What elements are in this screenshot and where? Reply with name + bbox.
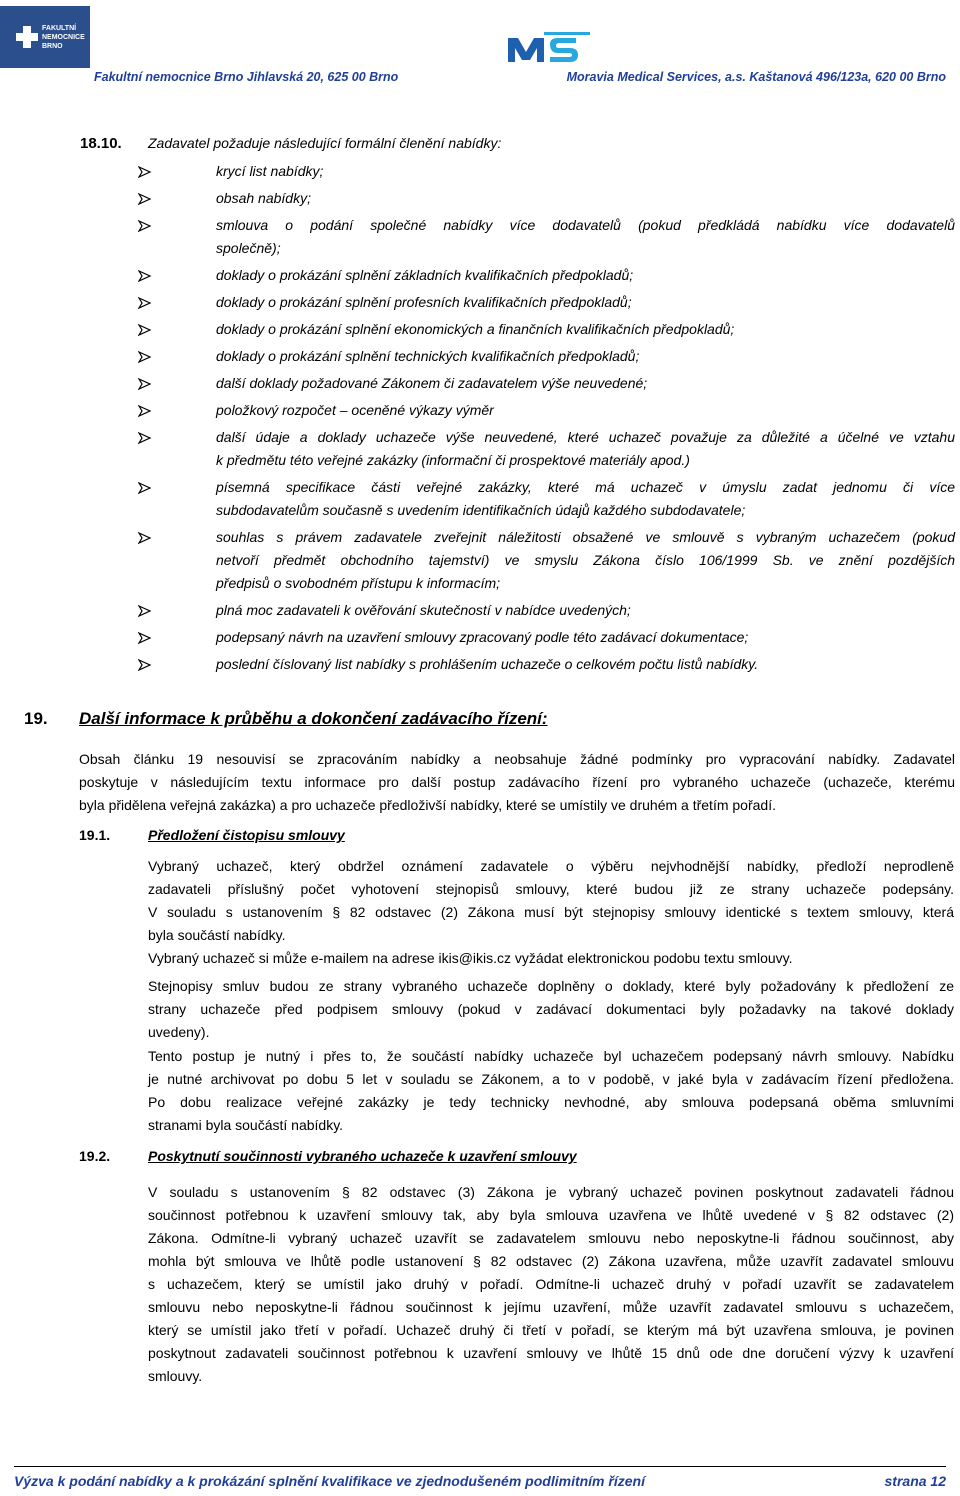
- para-line: smlouvu nebo neposkytne-li řádnou součinnost k jejímu uzavření, může uzavřít zadavatel smlouvu s uchazečem,: [148, 1299, 954, 1315]
- list-item: položkový rozpočet – oceněné výkazy výměr: [216, 402, 494, 418]
- section-number: 18.10.: [80, 135, 122, 152]
- list-item: k předmětu této veřejné zakázky (informační či prospektové materiály apod.): [216, 452, 690, 468]
- bullet-arrow-icon: [138, 605, 152, 617]
- list-item: doklady o prokázání splnění ekonomických a finančních kvalifikačních předpokladů;: [216, 321, 735, 337]
- list-item: souhlas s právem zadavatele zveřejnit náležitosti obsažené ve smlouvě s vybraným uchazečem (pokud: [216, 529, 955, 545]
- bullet-arrow-icon: [138, 632, 152, 644]
- para-line: poskytnout zadavateli součinnost potřebnou k uzavření smlouvy ve lhůtě 15 dnů ode dne doručení výzvy k uzavření: [148, 1345, 954, 1361]
- section-19-1-title: Předložení čistopisu smlouvy: [148, 827, 345, 843]
- list-item: netvoří předmět obchodního tajemství) ve smyslu Zákona číslo 106/1999 Sb. ve znění pozdějších: [216, 552, 955, 568]
- section-intro: Zadavatel požaduje následující formální členění nabídky:: [148, 135, 502, 151]
- fn-brno-logo-text: FAKULTNÍ NEMOCNICE BRNO: [42, 25, 85, 50]
- para-line: zadavateli příslušný počet vyhotovení stejnopisů smlouvy, které budou již ze strany uchazeče podepsány.: [148, 881, 954, 897]
- para-line: součinnost potřebnou k uzavření smlouvy tak, aby byla smlouva uzavřena ve lhůtě uvedené v § 82 odstavec (2): [148, 1207, 954, 1223]
- para-line: poskytuje v následujícím textu informace pro další postup zadávacího řízení pro vybraného uchazeče (uchazeče, kterému: [79, 774, 955, 790]
- section-19-title: Další informace k průběhu a dokončení zadávacího řízení:: [79, 709, 548, 728]
- list-item: doklady o prokázání splnění technických kvalifikačních předpokladů;: [216, 348, 640, 364]
- para-line: stranami byla součástí nabídky.: [148, 1117, 344, 1133]
- list-item: smlouva o podání společné nabídky více dodavatelů (pokud předkládá nabídku více dodavatelů: [216, 217, 955, 233]
- list-item: doklady o prokázání splnění základních kvalifikačních předpokladů;: [216, 267, 634, 283]
- para-line: V souladu s ustanovením § 82 odstavec (3) Zákona je vybraný uchazeč povinen poskytnout zadavateli řádnou: [148, 1184, 954, 1200]
- section-19-2-number: 19.2.: [79, 1148, 111, 1164]
- para-line: Zákona. Odmítne-li vybraný uchazeč uzavřít se zadavatelem smlouvu nebo neposkytne-li řádnou součinnost, aby: [148, 1230, 954, 1246]
- footer-page-number: strana 12: [884, 1473, 946, 1489]
- footer-divider: [14, 1466, 946, 1467]
- para-line: Po dobu realizace veřejné zakázky je tedy technicky nevhodné, aby smlouva podepsaná oběma smluvními: [148, 1094, 954, 1110]
- section-19-1-paragraph-2: [148, 947, 954, 970]
- left-address: Fakultní nemocnice Brno Jihlavská 20, 625 00 Brno: [94, 70, 399, 84]
- section-19-2-title: Poskytnutí součinnosti vybraného uchazeče k uzavření smlouvy: [148, 1148, 577, 1164]
- para-line: s uchazečem, který se umístil jako druhý v pořadí. Odmítne-li uchazeč druhý v pořadí uzavřít se zadavatelem: [148, 1276, 954, 1292]
- bullet-arrow-icon: [138, 351, 152, 363]
- para-line: smlouvy.: [148, 1368, 203, 1384]
- para-line: uvedeny).: [148, 1024, 210, 1040]
- footer-title: Výzva k podání nabídky a k prokázání splnění kvalifikace ve zjednodušeném podlimitním řízení: [14, 1473, 645, 1489]
- section-19-1-paragraph-3: [148, 975, 954, 1044]
- bullet-arrow-icon: [138, 193, 152, 205]
- para-line: je nutné archivovat po dobu 5 let v souladu se Zákonem, a to v podobě, v jaké byla v zadávacím řízení předložena.: [148, 1071, 954, 1087]
- para-line: V souladu s ustanovením § 82 odstavec (2) Zákona musí být stejnopisy smlouvy identické s textem smlouvy, která: [148, 904, 954, 920]
- section-19-1-paragraph-4: [148, 1045, 954, 1137]
- list-item: společně);: [216, 240, 281, 256]
- para-line: Tento postup je nutný i přes to, že součástí nabídky uchazeče byl uchazečem podepsaný návrh smlouvy. Nabídku: [148, 1048, 954, 1064]
- list-item: další údaje a doklady uchazeče výše neuvedené, které uchazeč považuje za důležité a účelné ve vztahu: [216, 429, 955, 445]
- para-line: který se umístil jako třetí v pořadí. Uchazeč druhý či třetí v pořadí, se kterým má být uzavřena smlouva, je povinen: [148, 1322, 954, 1338]
- para-line: Vybraný uchazeč, který obdržel oznámení zadavatele o výběru nejvhodnější nabídky, předloží neprodleně: [148, 858, 954, 874]
- list-item: obsah nabídky;: [216, 190, 311, 206]
- bullet-arrow-icon: [138, 297, 152, 309]
- cross-icon: [16, 26, 38, 48]
- list-item: subdodavatelům současně s uvedením identifikačních údajů každého subdodavatele;: [216, 502, 746, 518]
- list-item: předpisů o svobodném přístupu k informacím;: [216, 575, 501, 591]
- list-item: krycí list nabídky;: [216, 163, 324, 179]
- para-line: Obsah článku 19 nesouvisí se zpracováním nabídky a neobsahuje žádné podmínky pro vypracování nabídky. Zadavatel: [79, 751, 955, 767]
- section-19-1-paragraph-1: [148, 855, 954, 947]
- para-line: byla přidělena veřejná zakázka) a pro uchazeče předloživší nabídky, které se umístily ve druhém a třetím pořadí.: [79, 797, 776, 813]
- bullet-arrow-icon: [138, 405, 152, 417]
- list-item: podepsaný návrh na uzavření smlouvy zpracovaný podle této zadávací dokumentace;: [216, 629, 749, 645]
- fn-brno-logo: [0, 6, 90, 68]
- bullet-arrow-icon: [138, 378, 152, 390]
- bullet-arrow-icon: [138, 532, 152, 544]
- list-item: plná moc zadavateli k ověřování skutečností v nabídce uvedených;: [216, 602, 631, 618]
- section-19-1-number: 19.1.: [79, 827, 111, 843]
- section-19-number: 19.: [24, 709, 48, 728]
- section-19-paragraph: [79, 748, 955, 817]
- list-item: písemná specifikace části veřejné zakázky, které má uchazeč v úmyslu zadat jednomu či více: [216, 479, 955, 495]
- page-header: [0, 0, 960, 96]
- right-address: Moravia Medical Services, a.s. Kaštanová 496/123a, 620 00 Brno: [566, 70, 946, 84]
- section-19-2-paragraph: [148, 1181, 954, 1388]
- bullet-arrow-icon: [138, 270, 152, 282]
- bullet-arrow-icon: [138, 432, 152, 444]
- bullet-arrow-icon: [138, 324, 152, 336]
- bullet-arrow-icon: [138, 482, 152, 494]
- bullet-arrow-icon: [138, 166, 152, 178]
- para-line: byla součástí nabídky.: [148, 927, 286, 943]
- bullet-arrow-icon: [138, 659, 152, 671]
- para-line: mohla být smlouva ve lhůtě podle ustanovení § 82 odstavec (2) Zákona uzavřena, může uzavřít zadavatel smlouvu: [148, 1253, 954, 1269]
- para-line: Vybraný uchazeč si může e-mailem na adrese ikis@ikis.cz vyžádat elektronickou podobu textu smlouvy.: [148, 950, 793, 966]
- list-item: poslední číslovaný list nabídky s prohlášením uchazeče o celkovém počtu listů nabídky.: [216, 656, 759, 672]
- list-item: doklady o prokázání splnění profesních kvalifikačních předpokladů;: [216, 294, 632, 310]
- bullet-arrow-icon: [138, 220, 152, 232]
- list-item: další doklady požadované Zákonem či zadavatelem výše neuvedené;: [216, 375, 648, 391]
- para-line: Stejnopisy smluv budou ze strany vybraného uchazeče doplněny o doklady, které byly požadovány k předložení ze: [148, 978, 954, 994]
- mms-logo: [504, 28, 594, 68]
- para-line: strany uchazeče před podpisem smlouvy (pokud v zadávací dokumentaci byly požadavky na takové doklady: [148, 1001, 954, 1017]
